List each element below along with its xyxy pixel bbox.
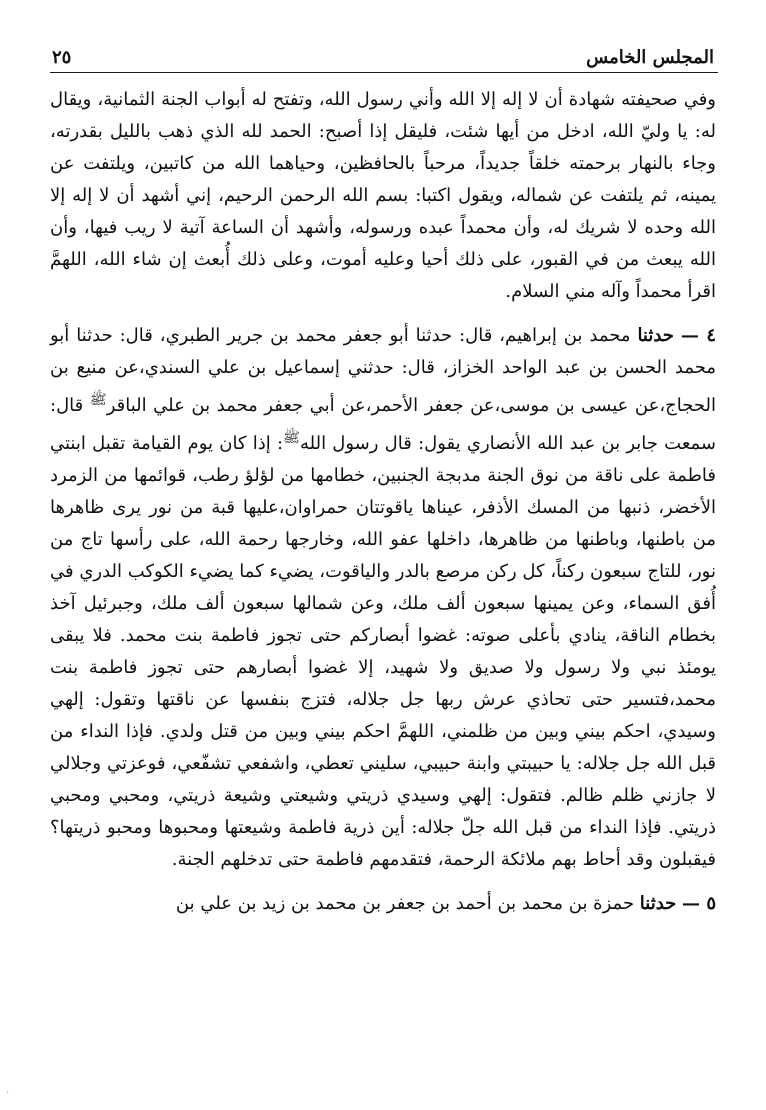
hadith-lead: حدثنا bbox=[637, 325, 674, 346]
paragraph-gap bbox=[50, 876, 716, 888]
hadith-number: ٤ — bbox=[680, 325, 716, 346]
paragraph-gap bbox=[50, 308, 716, 320]
page-number: ٢٥ bbox=[52, 47, 72, 68]
hadith-4 bbox=[50, 320, 716, 876]
running-header bbox=[52, 40, 714, 68]
chapter-title: المجلس الخامس bbox=[586, 47, 714, 68]
honorific-glyph: ﷺ bbox=[89, 392, 107, 408]
scan-edge-mark: · bbox=[6, 1088, 10, 1099]
paragraph-1: وفي صحيفته شهادة أن لا إله إلا الله وأني رسول الله، وتفتح له أبواب الجنة الثمانية، ويقال له: يا وليّ الله، ادخل من أيها شئت، فليقل إذا أصبح: الحمد لله الذي ذهب بالليل بقدرته، وجاء بالنهار برحمته خلقاً جديداً، مرحباً بالحافظين، وحياهما الله من كاتبين، ويلتفت عن يمينه، ثم يلتفت عن شماله، ويقول اكتبا: بسم الله الرحمن الرحيم، إني أشهد أن لا إله إلا الله وحده لا شريك له، وأن محمداً عبده ورسوله، وأشهد أن الساعة آتية لا ريب فيها، وأن الله يبعث من في القبور، على ذلك أحيا وعليه أموت، وعلى ذلك أُبعث إن شاء الله، اللهمَّ اقرأ محمداً وآله مني السلام. bbox=[50, 89, 716, 302]
hadith-text: : إذا كان يوم القيامة تقبل ابنتي فاطمة على ناقة من نوق الجنة مدبجة الجنبين، خطامها من لؤلؤ رطب، قوائمها من الزمرد الأخضر، ذنبها من المسك الأذفر، عيناها ياقوتتان حمراوان،عليها قبة من نور يرى ظاهرها من باطنها، وباطنها من ظاهرها، داخلها عفو الله، وخارجها رحمة الله، على رأسها تاج من نور، للتاج سبعون ركناً، كل ركن مرصع بالدر والياقوت، يضيء كما يضيء الكوكب الدري في أُفق السماء، وعن يمينها سبعون ألف ملك، وعن شمالها سبعون ألف ملك، وجبرئيل آخذ بخطام الناقة، ينادي بأعلى صوته: غضوا أبصاركم حتى تجوز فاطمة بنت محمد. فلا يبقى يومئذ نبي ولا رسول ولا صديق ولا شهيد، إلا غضوا أبصارهم حتى تجوز فاطمة بنت محمد،فتسير حتى تحاذي عرش ربها جل جلاله، فتزج بنفسها عن ناقتها وتقول: إلهي وسيدي، احكم بيني وبين من ظلمني، اللهمَّ احكم بيني وبين من قتل ولدي. فإذا النداء من قبل الله جل جلاله: يا حبيبتي وابنة حبيبي، سليني تعطي، واشفعي تشفّعي، فوعزتي وجلالي لا جازني ظلم ظالم. فتقول: إلهي وسيدي ذريتي وشيعتي وشيعة ذريتي، ومحبي ومحبي ذريتي. فإذا النداء من قبل الله جلّ جلاله: أين ذرية فاطمة وشيعتها ومحبوها ومحبو ذريتها؟ فيقبلون وقد أحاط بهم ملائكة الرحمة، فتقدمهم فاطمة حتى تدخلهم الجنة. bbox=[50, 433, 716, 870]
hadith-5 bbox=[50, 888, 716, 920]
body-text bbox=[50, 84, 716, 920]
hadith-text: قال: سمعت جابر بن عبد الله الأنصاري يقول: قال رسول الله bbox=[50, 395, 716, 454]
hadith-number: ٥ — bbox=[682, 893, 716, 914]
honorific-glyph: ﷺ bbox=[283, 430, 300, 446]
hadith-text: حمزة بن محمد بن أحمد بن جعفر بن محمد بن زيد بن علي بن bbox=[175, 893, 640, 914]
header-rule bbox=[50, 72, 718, 73]
hadith-lead: حدثنا bbox=[639, 893, 677, 914]
hadith-text: محمد بن إبراهيم، قال: حدثنا أبو جعفر محمد بن جرير الطبري، قال: حدثنا أبو محمد الحسن بن عبد الواحد الخزاز، قال: حدثني إسماعيل بن علي السندي،عن منيع بن الحجاج،عن عيسى بن موسى،عن جعفر الأحمر،عن أبي جعفر محمد بن علي الباقر bbox=[50, 325, 716, 416]
